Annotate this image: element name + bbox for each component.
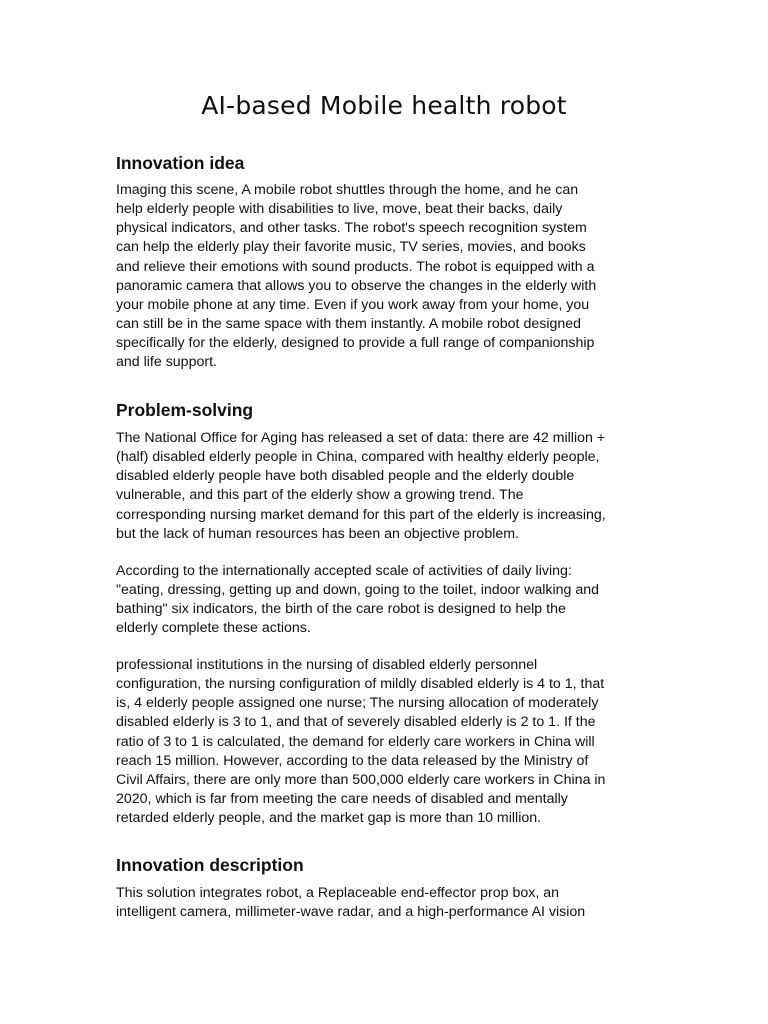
paragraph-nursing-configuration: professional institutions in the nursing of disabled elderly personnel configuration, the nursing configuration of mildly disabled elderly is 4 to 1, that is, 4 elderly people assigned one nurse; The nursing allocation of moderately disabled elderly is 3 to 1, and that of severely disabled elderly is 2 to 1. If the ratio of 3 to 1 is calculated, the demand for elderly care workers in China will reach 15 million. However, according to the data released by the Ministry of Civil Affairs, there are only more than 500,000 elderly care workers in China in 2020, which is far from meeting the care needs of disabled and mentally retarded elderly people, and the market gap is more than 10 million.	[116, 657, 606, 827]
paragraph-daily-living-scale: According to the internationally accepted scale of activities of daily living: "eating, dressing, getting up and down, going to the toilet, indoor walking and bathing" six indicators, the birth of the care robot is designed to help the elderly complete these actions.	[116, 563, 600, 637]
section-heading-innovation-description: Innovation description	[116, 855, 304, 875]
paragraph-innovation-idea: Imaging this scene, A mobile robot shuttles through the home, and he can help elderly people with disabilities to live, move, beat their backs, daily physical indicators, and other tasks. The robot's speech recognition system can help the elderly play their favorite music, TV series, movies, and books and relieve their emotions with sound products. The robot is equipped with a panoramic camera that allows you to observe the changes in the elderly with your mobile phone at any time. Even if you work away from your home, you can still be in the same space with them instantly. A mobile robot designed specifically for the elderly, designed to provide a full range of companionship and life support.	[116, 182, 597, 371]
section-heading-innovation-idea: Innovation idea	[116, 153, 245, 173]
section-heading-problem-solving: Problem-solving	[116, 400, 254, 420]
document-title: AI-based Mobile health robot	[201, 91, 567, 120]
paragraph-aging-data: The National Office for Aging has released a set of data: there are 42 million + (half) disabled elderly people in China, compared with healthy elderly people, disabled elderly people have both disabled people and the elderly double vulnerable, and this part of the elderly show a growing trend. The corresponding nursing market demand for this part of the elderly is increasing, but the lack of human resources has been an objective problem.	[116, 430, 606, 542]
paragraph-innovation-description: This solution integrates robot, a Replaceable end-effector prop box, an intelligent camera, millimeter-wave radar, and a high-performance AI vision	[116, 885, 586, 921]
